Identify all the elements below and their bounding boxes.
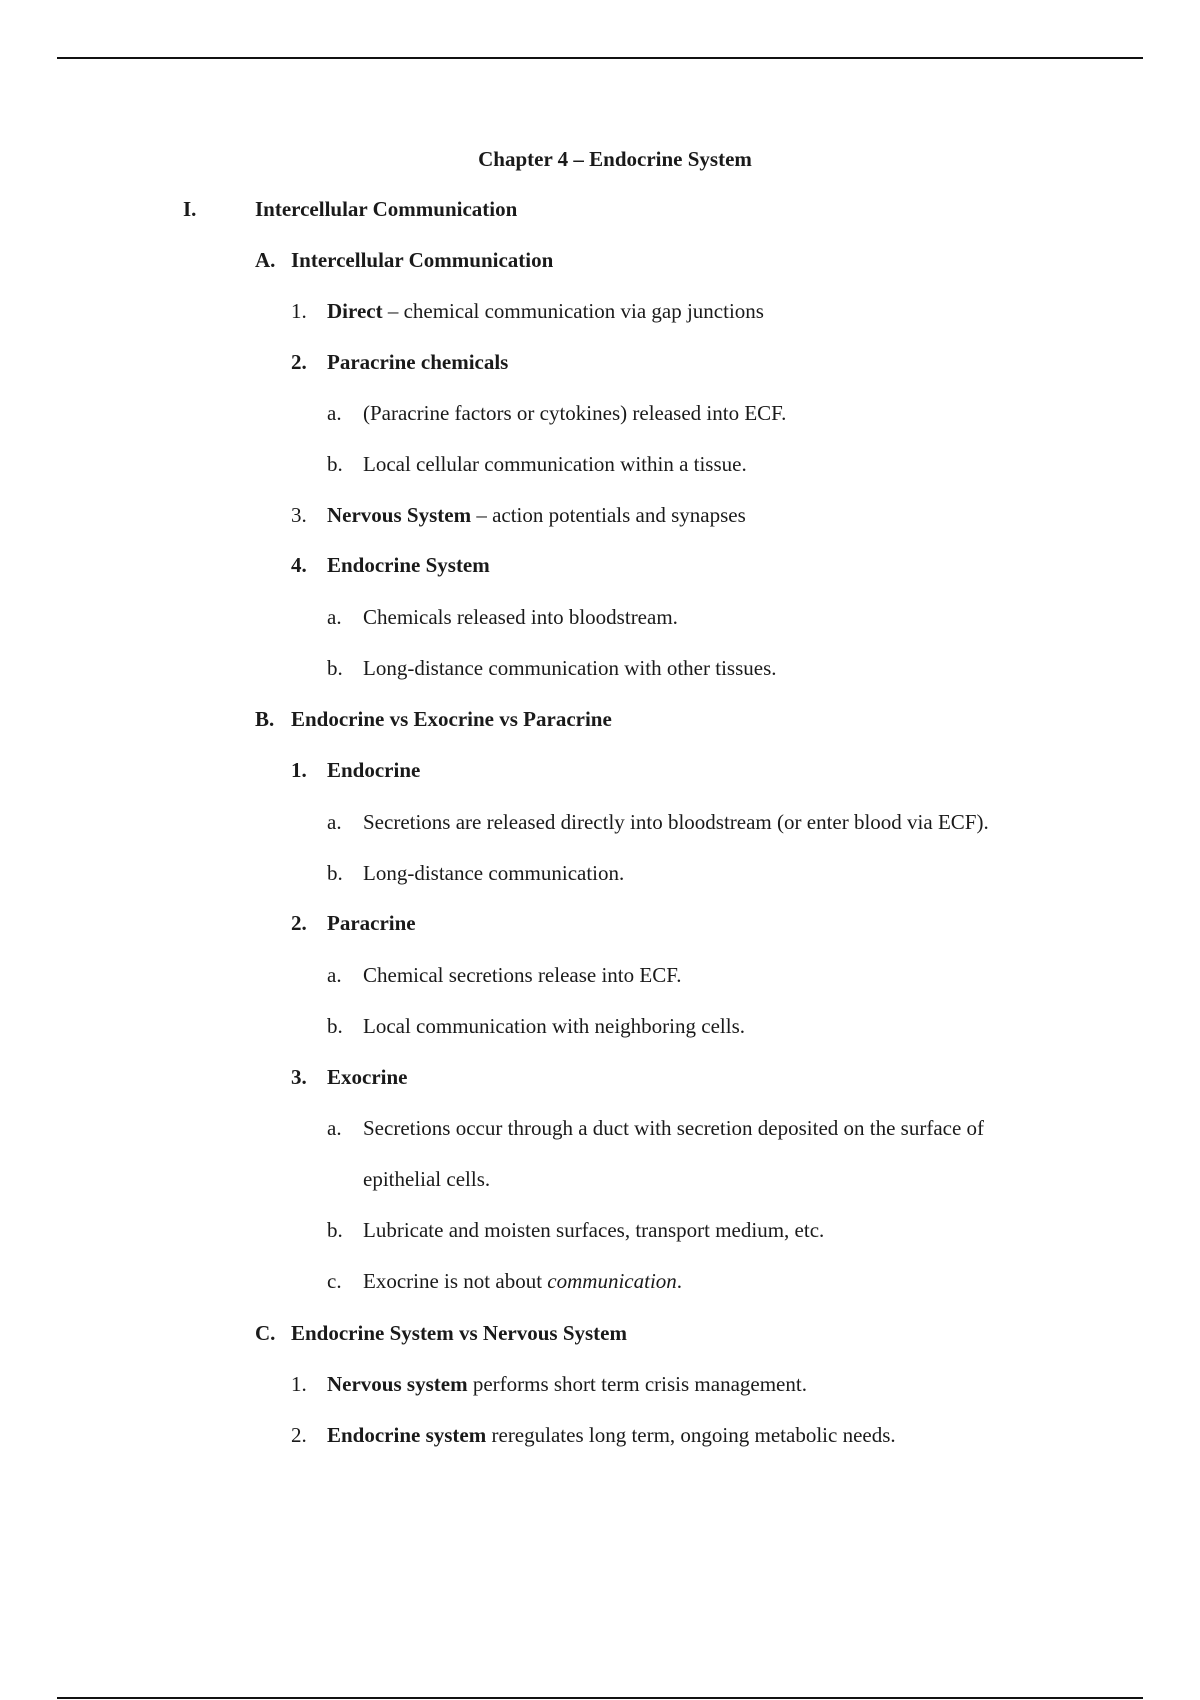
item-term: Paracrine xyxy=(327,911,416,935)
sub-item-letter: b. xyxy=(327,1014,343,1038)
item-term: Endocrine system xyxy=(327,1423,487,1447)
sub-item-text: Long-distance communication with other tissues. xyxy=(363,656,777,680)
sub-item-text-start: Exocrine is not about xyxy=(363,1269,548,1293)
item-text xyxy=(327,500,746,530)
sub-item-text: Local cellular communication within a tissue. xyxy=(363,452,747,476)
sub-item-letter: b. xyxy=(327,452,343,476)
sub-item-letter: a. xyxy=(327,1116,342,1140)
item-number: 4. xyxy=(291,553,307,577)
sub-item-text: Secretions occur through a duct with secretion deposited on the surface of xyxy=(363,1116,985,1140)
item-term: Endocrine xyxy=(327,758,421,782)
sub-item-text: Secretions are released directly into bloodstream (or enter blood via ECF). xyxy=(363,810,989,834)
item-text xyxy=(327,1420,896,1450)
sub-item-text: Chemical secretions release into ECF. xyxy=(363,963,682,987)
sub-item-text: Local communication with neighboring cells. xyxy=(363,1014,745,1038)
item-description: reregulates long term, ongoing metabolic needs. xyxy=(486,1423,896,1447)
sub-item-text xyxy=(363,1266,682,1296)
item-number: 2. xyxy=(291,350,307,374)
item-term: Direct xyxy=(327,299,383,323)
item-number: 3. xyxy=(291,503,307,527)
item-text xyxy=(327,296,764,326)
sub-item-letter: b. xyxy=(327,656,343,680)
item-text xyxy=(327,1369,807,1399)
sub-item-letter: a. xyxy=(327,605,342,629)
subsection-heading: Intercellular Communication xyxy=(291,248,554,272)
item-number: 2. xyxy=(291,1423,307,1447)
section-numeral: I. xyxy=(183,197,197,221)
subsection-letter: A. xyxy=(255,248,276,272)
sub-item-text: (Paracrine factors or cytokines) released into ECF. xyxy=(363,401,787,425)
item-number: 1. xyxy=(291,299,307,323)
subsection-heading: Endocrine System vs Nervous System xyxy=(291,1321,627,1345)
item-number: 1. xyxy=(291,758,307,782)
item-term: Nervous System xyxy=(327,503,472,527)
subsection-letter: C. xyxy=(255,1321,276,1345)
item-description: performs short term crisis management. xyxy=(467,1372,807,1396)
sub-item-letter: a. xyxy=(327,810,342,834)
sub-item-letter: a. xyxy=(327,401,342,425)
sub-item-letter: b. xyxy=(327,861,343,885)
sub-item-text-end: . xyxy=(676,1269,683,1293)
item-description: – chemical communication via gap junctions xyxy=(382,299,764,323)
item-number: 1. xyxy=(291,1372,307,1396)
sub-item-letter: a. xyxy=(327,963,342,987)
item-term: Exocrine xyxy=(327,1065,408,1089)
footer-rule xyxy=(57,1697,1143,1699)
subsection-letter: B. xyxy=(255,707,275,731)
subsection-heading: Endocrine vs Exocrine vs Paracrine xyxy=(291,707,612,731)
page-title: Chapter 4 – Endocrine System xyxy=(478,147,752,171)
sub-item-emphasis: communication xyxy=(547,1269,677,1293)
item-term: Endocrine System xyxy=(327,553,490,577)
header-rule xyxy=(57,57,1143,59)
sub-item-letter: c. xyxy=(327,1269,342,1293)
sub-item-letter: b. xyxy=(327,1218,343,1242)
item-description: – action potentials and synapses xyxy=(471,503,746,527)
item-term: Nervous system xyxy=(327,1372,468,1396)
sub-item-text-continued: epithelial cells. xyxy=(363,1167,491,1191)
sub-item-text: Chemicals released into bloodstream. xyxy=(363,605,678,629)
sub-item-text: Lubricate and moisten surfaces, transport medium, etc. xyxy=(363,1218,825,1242)
item-number: 3. xyxy=(291,1065,307,1089)
item-term: Paracrine chemicals xyxy=(327,350,509,374)
item-number: 2. xyxy=(291,911,307,935)
section-heading: Intercellular Communication xyxy=(255,197,518,221)
sub-item-text: Long-distance communication. xyxy=(363,861,625,885)
